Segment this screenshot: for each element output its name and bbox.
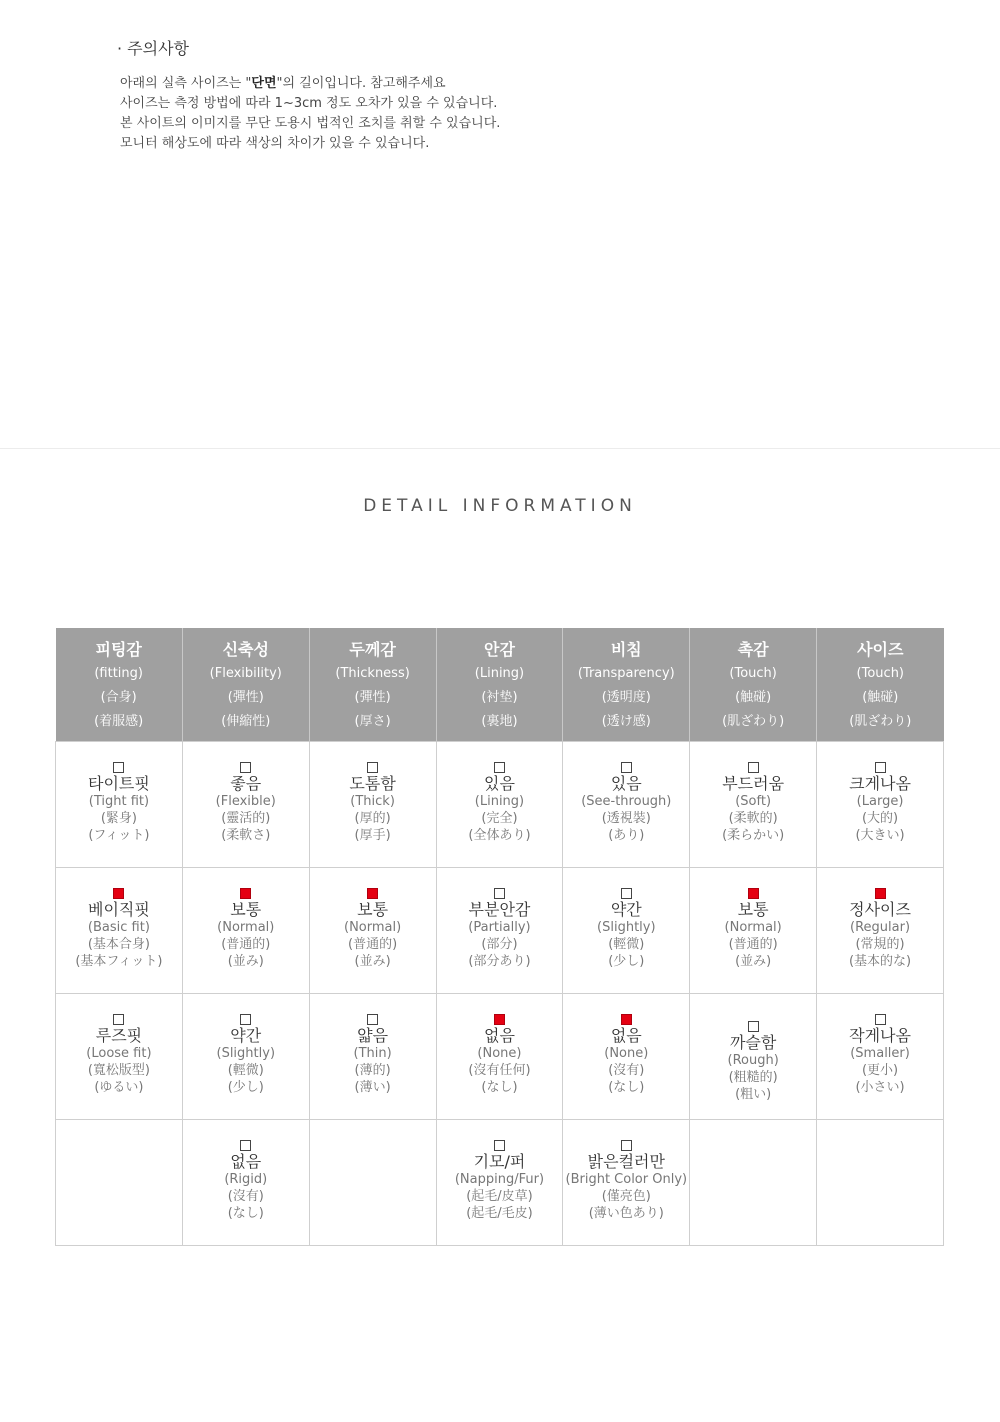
option-cn: (普通的) [221,937,271,952]
option-content [563,1120,689,1222]
header-en: (Touch) [729,666,777,681]
option-content [183,868,309,970]
option-ko: 까슬함 [729,1033,777,1052]
option-jp: (粗い) [735,1087,772,1102]
option-jp: (基本的な) [848,954,912,969]
checked-box-icon [748,888,759,899]
header-ko: 안감 [483,640,515,659]
option-ko: 정사이즈 [849,900,911,919]
option-content [310,868,436,970]
option-en: (Bright Color Only) [565,1172,688,1187]
checked-box-icon [494,1014,505,1025]
option-ko: 없음 [230,1152,262,1171]
option-content [437,994,563,1096]
option-ko: 도톰함 [349,774,396,793]
unchecked-box-icon [748,1021,759,1032]
header-ko: 신축성 [222,640,269,659]
unchecked-box-icon [875,1014,886,1025]
table-body [56,742,944,1246]
option-cell [309,994,436,1120]
option-en: (Slightly) [597,920,656,935]
option-en: (Soft) [735,794,772,809]
option-ko: 크게나옴 [849,774,911,793]
unchecked-box-icon [748,762,759,773]
option-jp: (なし) [227,1206,264,1221]
header-jp: (伸縮性) [221,714,271,729]
header-cell [56,628,183,742]
option-jp: (並み) [227,954,264,969]
notice-line-1-before: 아래의 실측 사이즈는 " [120,76,252,91]
header-cn: (彈性) [227,690,264,705]
header-en: (Transparency) [577,666,675,681]
unchecked-box-icon [494,1140,505,1151]
option-en: (See-through) [581,794,672,809]
option-ko: 기모/퍼 [473,1152,526,1171]
section-divider [0,448,1000,449]
option-cell [563,868,690,994]
notice-line-1-after: "의 길이입니다. 참고해주세요 [276,76,446,91]
checked-box-icon [367,888,378,899]
option-jp: (少し) [608,954,645,969]
header-cell [309,628,436,742]
header-cell [563,628,690,742]
option-ko: 보통 [230,900,262,919]
checked-box-icon [621,1014,632,1025]
notice-line-2: 사이즈는 측정 방법에 따라 1~3cm 정도 오차가 있을 수 있습니다. [120,96,498,111]
notice-lines [117,74,500,154]
notice-title: · 주의사항 [117,39,189,58]
option-en: (None) [477,1046,522,1061]
option-content [437,742,563,844]
option-cell [436,1120,563,1246]
option-content [56,994,182,1096]
option-cell [182,994,309,1120]
option-content [563,742,689,844]
option-cn: (厚的) [354,811,391,826]
option-content [310,742,436,844]
header-cell [817,628,944,742]
unchecked-box-icon [240,1140,251,1151]
option-cn: (沒有) [227,1189,264,1204]
option-jp: (薄い色あり) [588,1206,664,1221]
option-cn: (起毛/皮草) [466,1189,533,1204]
unchecked-box-icon [621,888,632,899]
header-en: (fitting) [94,666,143,681]
option-jp: (大きい) [855,828,905,843]
checked-box-icon [113,888,124,899]
empty-cell [817,1120,944,1246]
header-jp: (厚さ) [354,714,391,729]
option-jp: (なし) [481,1080,518,1095]
option-cn: (寬松版型) [87,1063,150,1078]
option-content [817,868,943,970]
option-jp: (厚手) [354,828,391,843]
option-cell [56,742,183,868]
option-cell [690,868,817,994]
header-cell [182,628,309,742]
notice-section [117,38,500,154]
option-cell [182,742,309,868]
header-jp: (着服感) [94,714,144,729]
header-cn: (透明度) [601,690,651,705]
option-en: (Rigid) [224,1172,268,1187]
option-en: (Tight fit) [88,794,150,809]
header-en: (Touch) [856,666,905,681]
header-en: (Flexibility) [209,666,282,681]
option-cn: (透視裝) [601,811,651,826]
option-jp: (なし) [608,1080,645,1095]
empty-cell [56,1120,183,1246]
header-ko: 사이즈 [857,640,904,659]
option-ko: 얇음 [357,1026,389,1045]
option-cn: (柔軟的) [728,811,778,826]
option-en: (Napping/Fur) [454,1172,545,1187]
header-cn: (触碰) [735,690,772,705]
detail-info-table [55,628,944,1246]
option-content [183,1120,309,1222]
option-cell [436,742,563,868]
option-cell [563,1120,690,1246]
option-ko: 베이직핏 [88,900,150,919]
option-cn: (完全) [481,811,518,826]
option-ko: 보통 [737,900,769,919]
option-jp: (あり) [608,828,645,843]
unchecked-box-icon [367,1014,378,1025]
option-ko: 없음 [610,1026,642,1045]
unchecked-box-icon [113,762,124,773]
option-ko: 루즈핏 [95,1026,143,1045]
table-row [56,994,944,1120]
option-en: (Normal) [217,920,275,935]
option-content [563,868,689,970]
header-row [56,628,944,742]
option-ko: 작게나옴 [849,1026,911,1045]
header-ko: 촉감 [737,640,769,659]
header-cn: (合身) [100,690,137,705]
option-cell [817,868,944,994]
option-content [56,742,182,844]
option-ko: 있음 [483,774,515,793]
header-ko: 피팅감 [95,640,142,659]
unchecked-box-icon [367,762,378,773]
option-cell [56,994,183,1120]
option-cn: (粗糙的) [728,1070,778,1085]
option-ko: 부드러움 [722,774,785,793]
option-jp: (起毛/毛皮) [466,1206,533,1221]
option-en: (Lining) [474,794,525,809]
option-en: (Normal) [344,920,402,935]
option-jp: (小さい) [855,1080,905,1095]
option-cell [436,994,563,1120]
option-ko: 좋음 [230,774,262,793]
option-cn: (輕微) [608,937,645,952]
header-jp: (裏地) [481,714,518,729]
unchecked-box-icon [621,762,632,773]
header-ko: 비침 [610,640,642,659]
option-cn: (僅亮色) [601,1189,651,1204]
option-en: (None) [604,1046,649,1061]
option-en: (Smaller) [850,1046,910,1061]
option-ko: 밝은컬러만 [587,1152,665,1171]
option-content [183,994,309,1096]
option-cn: (輕微) [227,1063,264,1078]
option-ko: 타이트핏 [88,774,150,793]
option-cell [817,994,944,1120]
option-content [183,742,309,844]
section-title: DETAIL INFORMATION [363,496,637,516]
option-cn: (更小) [861,1063,899,1078]
option-cell [817,742,944,868]
notice-line-1-bold: 단면 [251,76,277,91]
table-row [56,868,944,994]
option-jp: (全体あり) [468,828,531,843]
option-cn: (基本合身) [87,937,150,952]
option-cn: (常規的) [855,937,905,952]
notice-line-3: 본 사이트의 이미지를 무단 도용시 법적인 조치를 취할 수 있습니다. [120,116,501,131]
header-jp: (肌ざわり) [849,714,912,729]
option-cn: (沒有任何) [468,1063,531,1078]
option-en: (Thin) [353,1046,392,1061]
option-cell [182,1120,309,1246]
empty-cell [690,1120,817,1246]
option-ko: 보통 [357,900,389,919]
option-cn: (普通的) [728,937,778,952]
option-en: (Partially) [468,920,531,935]
option-content [690,742,816,844]
option-cell [309,868,436,994]
table-row [56,1120,944,1246]
option-ko: 부분안감 [468,900,531,919]
option-en: (Thick) [350,794,395,809]
notice-line-1 [120,74,500,94]
option-en: (Normal) [724,920,782,935]
option-jp: (部分あり) [468,954,531,969]
option-en: (Basic fit) [87,920,150,935]
header-cn: (衬垫) [481,690,518,705]
table-row [56,742,944,868]
option-cn: (靈活的) [221,811,271,826]
option-content [690,868,816,970]
unchecked-box-icon [494,762,505,773]
header-cn: (触碰) [862,690,899,705]
option-cn: (薄的) [354,1063,391,1078]
option-jp: (基本フィット) [75,954,163,969]
option-cell [309,742,436,868]
option-cell [56,868,183,994]
option-content [310,994,436,1096]
header-en: (Thickness) [335,666,410,681]
option-en: (Loose fit) [86,1046,152,1061]
option-ko: 약간 [230,1026,262,1045]
option-jp: (柔らかい) [722,828,785,843]
option-jp: (少し) [227,1080,264,1095]
header-cell [436,628,563,742]
option-en: (Slightly) [216,1046,276,1061]
option-cell [563,742,690,868]
option-cn: (緊身) [100,811,137,826]
option-jp: (フィット) [88,828,150,843]
header-jp: (透け感) [601,714,651,729]
option-en: (Regular) [850,920,911,935]
option-cn: (部分) [481,937,518,952]
option-jp: (薄い) [354,1080,391,1095]
unchecked-box-icon [113,1014,124,1025]
option-content [817,994,943,1096]
unchecked-box-icon [240,762,251,773]
option-en: (Large) [856,794,904,809]
option-content [56,868,182,970]
empty-cell [309,1120,436,1246]
unchecked-box-icon [494,888,505,899]
option-cn: (大的) [861,811,899,826]
option-content [437,1120,563,1222]
option-cell [690,742,817,868]
unchecked-box-icon [875,762,886,773]
option-content [817,742,943,844]
option-jp: (柔軟さ) [221,828,271,843]
option-content [563,994,689,1096]
option-cell [690,994,817,1120]
option-en: (Rough) [727,1053,779,1068]
checked-box-icon [240,888,251,899]
option-jp: (ゆるい) [94,1080,144,1095]
option-cell [182,868,309,994]
option-jp: (並み) [735,954,772,969]
header-en: (Lining) [474,666,525,681]
unchecked-box-icon [621,1140,632,1151]
option-cell [563,994,690,1120]
header-jp: (肌ざわり) [722,714,785,729]
option-ko: 있음 [610,774,642,793]
option-jp: (並み) [354,954,391,969]
option-content [437,868,563,970]
unchecked-box-icon [240,1014,251,1025]
option-cn: (普通的) [348,937,398,952]
option-ko: 약간 [610,900,642,919]
option-ko: 없음 [483,1026,515,1045]
notice-line-4: 모니터 해상도에 따라 색상의 차이가 있을 수 있습니다. [120,136,430,151]
header-ko: 두께감 [349,640,396,659]
checked-box-icon [875,888,886,899]
option-cn: (沒有) [608,1063,645,1078]
option-cell [436,868,563,994]
option-content [690,994,816,1103]
header-cell [690,628,817,742]
option-en: (Flexible) [215,794,276,809]
header-cn: (彈性) [354,690,391,705]
